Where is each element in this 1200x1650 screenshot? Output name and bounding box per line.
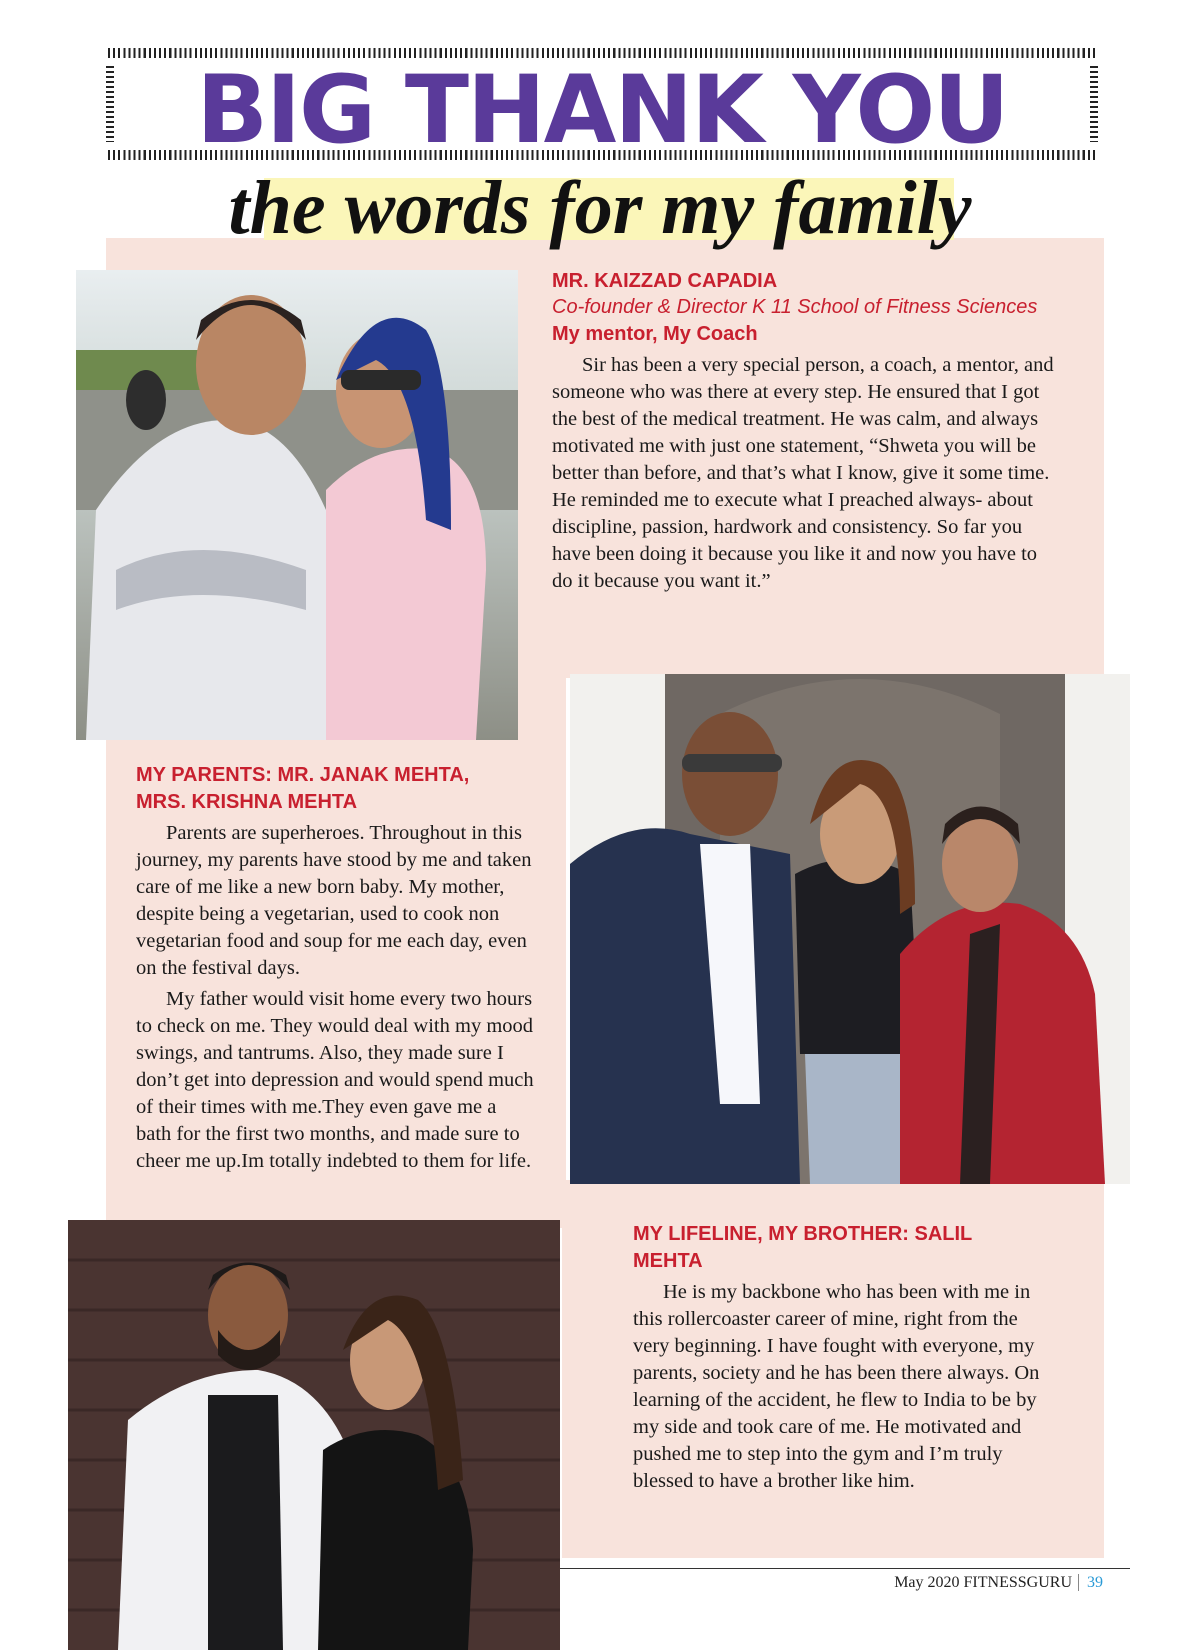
page-number: 39 bbox=[1078, 1574, 1103, 1591]
mentor-name: MR. KAIZZAD CAPADIA bbox=[552, 270, 778, 292]
page-title: BIG THANK YOU bbox=[196, 56, 1008, 165]
mentor-photo bbox=[76, 270, 518, 740]
parents-paragraph-1: Parents are superheroes. Throughout in this journey, my parents have stood by me and taken care of me like a new born baby. My mother, despite being a vegetarian, used to cook non vegetarian food and soup for me each day, even on the festival days. bbox=[136, 822, 532, 979]
parents-heading-line2: MRS. KRISHNA MEHTA bbox=[136, 791, 358, 813]
mentor-tagline: My mentor, My Coach bbox=[552, 323, 758, 345]
mentor-role: Co-founder & Director K 11 School of Fitness Sciences bbox=[552, 296, 1038, 318]
parents-text bbox=[136, 820, 534, 1179]
brother-text bbox=[633, 1279, 1043, 1499]
brother-heading-line2: MEHTA bbox=[633, 1250, 703, 1272]
mentor-paragraph: Sir has been a very special person, a coach, a mentor, and someone who was there at every step. He ensured that I got the best of the medical treatment. He was calm, and always motivated me with just one statement, “Shweta you will be better than before, and that’s what I know, give it some time. He reminded me to execute what I preached always- about discipline, passion, hardwork and consistency. So far you have been doing it because you like it and now you have to do it because you want it.” bbox=[552, 354, 1054, 592]
footer-rule bbox=[560, 1568, 1130, 1569]
brother-photo bbox=[68, 1220, 560, 1650]
parents-photo bbox=[570, 674, 1130, 1184]
footer-issue: May 2020 FITNESSGURU bbox=[894, 1574, 1072, 1591]
mentor-text bbox=[552, 352, 1058, 599]
page-subtitle: the words for my family bbox=[228, 166, 972, 250]
parents-heading-line1: MY PARENTS: MR. JANAK MEHTA, bbox=[136, 764, 470, 786]
brother-heading-line1: MY LIFELINE, MY BROTHER: SALIL bbox=[633, 1223, 973, 1245]
page-footer bbox=[560, 1574, 1103, 1592]
parents-paragraph-2: My father would visit home every two hours to check on me. They would deal with my mood swings, and tantrums. Also, they made sure I don’t get into depression and would spend much of their times with me.They even gave me a bath for the first two months, and made sure to cheer me up.Im totally indebted to them for life. bbox=[136, 988, 534, 1172]
brother-paragraph: He is my backbone who has been with me in this rollercoaster career of mine, right from the very beginning. I have fought with everyone, my parents, society and he has been there always. On learning of the accident, he flew to India to be by my side and took care of me. He motivated and pushed me to step into the gym and I’m truly blessed to have a brother like him. bbox=[633, 1281, 1040, 1492]
